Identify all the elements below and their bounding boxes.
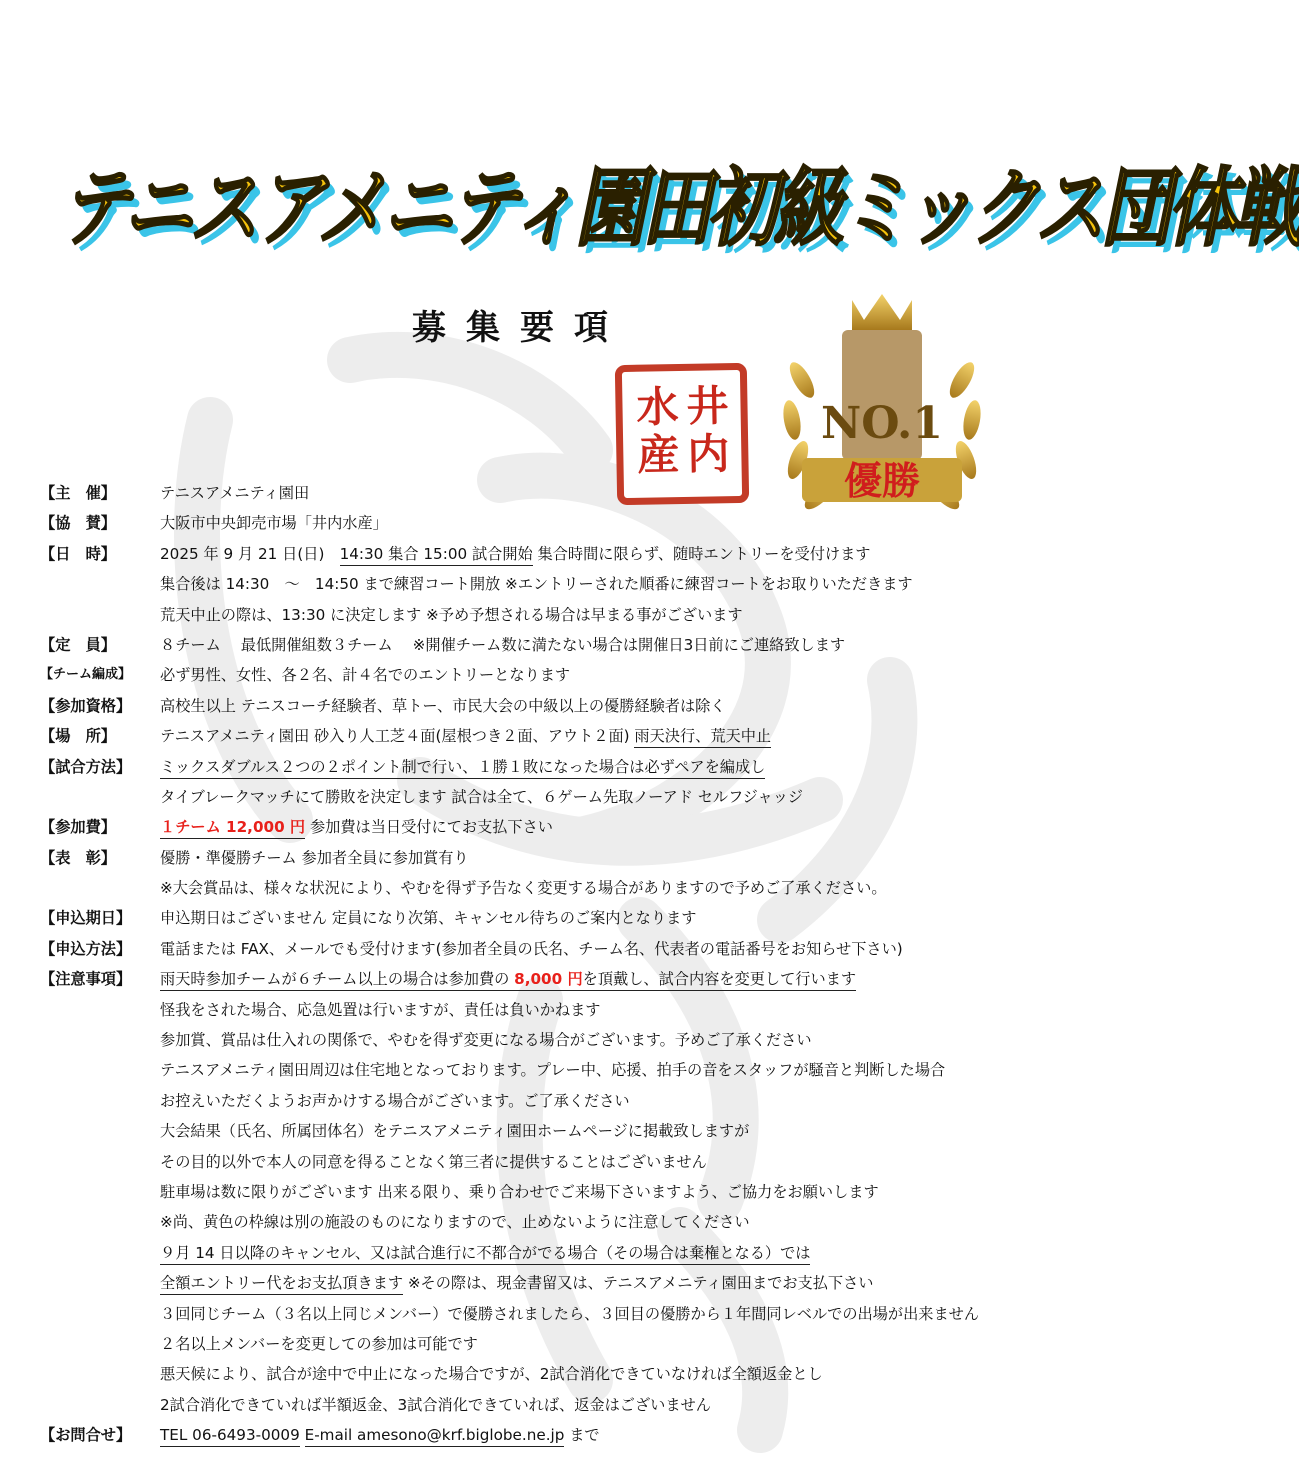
- detail-row: [40, 1055, 1020, 1085]
- detail-text-part: 14:30 集合 15:00 試合開始: [340, 545, 533, 566]
- detail-text-part: 悪天候により、試合が途中で中止になった場合ですが、2試合消化できていなければ全額返金とし: [160, 1365, 823, 1384]
- page-subtitle: 募集要項: [412, 308, 628, 348]
- detail-label: 【場 所】: [40, 727, 116, 746]
- detail-row: [40, 1207, 1020, 1237]
- detail-text-part: ※その際は、現金書留又は、テニスアメニティ園田までお支払下さい: [403, 1274, 874, 1293]
- detail-row: [40, 1086, 1020, 1116]
- detail-row: [40, 1147, 1020, 1177]
- detail-text-part: ミックスダブルス２つの２ポイント制で行い、１勝１敗になった場合は必ずペアを編成し: [160, 758, 765, 779]
- detail-label: 【チーム編成】: [40, 667, 132, 683]
- detail-row: [40, 1299, 1020, 1329]
- detail-text-part: を頂戴し、試合内容を変更して行います: [583, 970, 856, 991]
- detail-text-part: 荒天中止の際は、13:30 に決定します ※予め予想される場合は早まる事がございます: [160, 605, 743, 624]
- detail-row: [40, 1238, 1020, 1268]
- detail-text-part: 参加賞、賞品は仕入れの関係で、やむを得ず変更になる場合がございます。予めご了承ください: [160, 1031, 812, 1050]
- detail-label: 【定 員】: [40, 635, 116, 654]
- detail-text-part: その目的以外で本人の同意を得ることなく第三者に提供することはございません: [160, 1152, 707, 1171]
- detail-text: [160, 1025, 812, 1055]
- svg-text:NO.1: NO.1: [821, 398, 943, 449]
- detail-text-part: 電話または FAX、メールでも受付けます(参加者全員の氏名、チーム名、代表者の電話番号をお知らせ下さい): [160, 939, 903, 958]
- highlight-text: 8,000 円: [514, 970, 583, 991]
- detail-row: [40, 843, 1020, 873]
- page-title: テニスアメニティ園田初級ミックス団体戦: [60, 158, 1299, 259]
- detail-text: [160, 1116, 749, 1146]
- detail-text-part: ３回同じチーム（３名以上同じメンバー）で優勝されましたら、３回目の優勝から１年間同レベルでの出場が出来ません: [160, 1304, 980, 1323]
- detail-row: [40, 600, 1020, 630]
- detail-row: [40, 1420, 1020, 1450]
- detail-row: [40, 1268, 1020, 1298]
- detail-text-part: ９月 14 日以降のキャンセル、又は試合進行に不都合がでる場合（その場合は棄権となる）では: [160, 1244, 810, 1265]
- detail-text-part: 怪我をされた場合、応急処置は行いますが、責任は負いかねます: [160, 1000, 601, 1019]
- detail-text: [160, 934, 903, 964]
- detail-text: [160, 1268, 873, 1298]
- detail-text: [160, 478, 309, 508]
- highlight-text: １チーム 12,000 円: [160, 818, 305, 839]
- detail-label: 【主 催】: [40, 484, 116, 502]
- detail-row: [40, 903, 1020, 933]
- detail-text: [160, 812, 553, 842]
- detail-label: 【協 賛】: [40, 514, 116, 533]
- detail-row: [40, 630, 1020, 660]
- detail-text: [160, 1390, 711, 1420]
- detail-label: 【試合方法】: [40, 757, 132, 776]
- detail-label: 【表 彰】: [40, 848, 116, 867]
- detail-text: [160, 1420, 600, 1450]
- detail-text: [160, 903, 696, 933]
- detail-text-part: ８チーム 最低開催組数３チーム ※開催チーム数に満たない場合は開催日3日前にご連絡致します: [160, 635, 846, 654]
- detail-row: [40, 934, 1020, 964]
- detail-text-part: 集合時間に限らず、随時エントリーを受付けます: [532, 544, 871, 563]
- detail-row: [40, 1177, 1020, 1207]
- detail-text-part: タイブレークマッチにて勝敗を決定します 試合は全て、６ゲーム先取ノーアド セルフジャッジ: [160, 787, 804, 806]
- detail-text: [160, 1086, 630, 1116]
- detail-text-part: 2試合消化できていれば半額返金、3試合消化できていれば、返金はございません: [160, 1395, 711, 1414]
- detail-text-part: まで: [564, 1426, 600, 1445]
- detail-label: 【日 時】: [40, 544, 116, 563]
- detail-text: [160, 964, 856, 994]
- detail-text-part: ※大会賞品は、様々な状況により、やむを得ず予告なく変更する場合がありますので予めご了承ください。: [160, 879, 887, 898]
- detail-row: [40, 873, 1020, 903]
- detail-text-part: 大会結果（氏名、所属団体名）をテニスアメニティ園田ホームページに掲載致しますが: [160, 1122, 750, 1141]
- detail-text-part: お控えいただくようお声かけする場合がございます。ご了承ください: [160, 1091, 630, 1110]
- detail-text-part: テニスアメニティ園田周辺は住宅地となっております。プレー中、応援、拍手の音をスタッフが騒音と判断した場合: [160, 1061, 946, 1080]
- detail-row: [40, 1390, 1020, 1420]
- detail-text: [160, 1147, 707, 1177]
- detail-text: [160, 1329, 478, 1359]
- detail-text: [160, 1207, 750, 1237]
- detail-text-part: 駐車場は数に限りがございます 出来る限り、乗り合わせでご来場下さいますよう、ご協力をお願いします: [160, 1182, 879, 1201]
- detail-text-part: 参加費は当日受付にてお支払下さい: [305, 818, 553, 837]
- detail-text-part: 高校生以上 テニスコーチ経験者、草トー、市民大会の中級以上の優勝経験者は除く: [160, 696, 726, 715]
- detail-text-part: 雨天時参加チームが６チーム以上の場合は参加費の: [160, 970, 514, 991]
- sponsor-seal-logo: 井 内 水 産: [615, 363, 749, 505]
- detail-text: [160, 1238, 810, 1268]
- detail-text-part: ※尚、黄色の枠線は別の施設のものになりますので、止めないように注意してください: [160, 1213, 750, 1232]
- detail-text-part: テニスアメニティ園田: [160, 484, 310, 502]
- detail-text: [160, 569, 913, 599]
- detail-text: [160, 873, 887, 903]
- detail-text-part: 雨天決行、荒天中止: [634, 727, 771, 748]
- detail-text: [160, 1177, 879, 1207]
- detail-text: [160, 843, 469, 873]
- detail-text: [160, 1055, 945, 1085]
- detail-row: [40, 1329, 1020, 1359]
- detail-text: [160, 1299, 979, 1329]
- svg-text:優勝: 優勝: [843, 458, 921, 503]
- detail-text-part: 全額エントリー代をお支払頂きます: [160, 1274, 403, 1295]
- detail-row: [40, 1025, 1020, 1055]
- detail-row: [40, 995, 1020, 1025]
- detail-text: [160, 660, 570, 690]
- detail-text: [160, 995, 600, 1025]
- detail-row: [40, 964, 1020, 994]
- detail-row: [40, 691, 1020, 721]
- detail-label: 【お問合せ】: [40, 1426, 132, 1445]
- detail-row: [40, 660, 1020, 690]
- detail-text-part: 2025 年 9 月 21 日(日): [160, 544, 340, 563]
- detail-label: 【申込方法】: [40, 939, 132, 958]
- detail-text: [160, 600, 743, 630]
- detail-text-part: TEL 06-6493-0009: [160, 1426, 300, 1447]
- detail-row: [40, 782, 1020, 812]
- detail-label: 【申込期日】: [40, 909, 132, 928]
- detail-row: [40, 721, 1020, 751]
- detail-text: [160, 630, 845, 660]
- detail-text: [160, 721, 771, 751]
- detail-text-part: テニスアメニティ園田 砂入り人工芝４面(屋根つき２面、アウト２面): [160, 727, 635, 746]
- detail-text: [160, 1359, 823, 1389]
- detail-text-part: 大阪市中央卸売市場「井内水産」: [160, 514, 388, 533]
- detail-text: [160, 752, 765, 782]
- detail-text: [160, 691, 726, 721]
- detail-text-part: 集合後は 14:30 ～ 14:50 まで練習コート開放 ※エントリーされた順番に練習コートをお取りいただきます: [160, 575, 913, 594]
- detail-row: [40, 752, 1020, 782]
- detail-label: 【参加資格】: [40, 696, 132, 715]
- detail-row: [40, 569, 1020, 599]
- detail-row: [40, 508, 1020, 538]
- detail-text-part: 必ず男性、女性、各２名、計４名でのエントリーとなります: [160, 666, 571, 685]
- detail-row: [40, 539, 1020, 569]
- detail-text-part: 優勝・準優勝チーム 参加者全員に参加賞有り: [160, 848, 469, 867]
- detail-text: [160, 508, 388, 538]
- detail-row: [40, 1359, 1020, 1389]
- detail-row: [40, 812, 1020, 842]
- detail-row: [40, 1116, 1020, 1146]
- detail-text: [160, 782, 803, 812]
- detail-text-part: ２名以上メンバーを変更しての参加は可能です: [160, 1334, 478, 1353]
- detail-text-part: [300, 1426, 305, 1444]
- detail-label: 【注意事項】: [40, 970, 132, 989]
- detail-label: 【参加費】: [40, 818, 116, 837]
- detail-text-part: 申込期日はございません 定員になり次第、キャンセル待ちのご案内となります: [160, 909, 697, 928]
- detail-row: [40, 478, 1020, 508]
- details-list: [40, 478, 1020, 1451]
- detail-text-part: E-mail amesono@krf.biglobe.ne.jp: [305, 1426, 565, 1447]
- detail-text: [160, 539, 870, 569]
